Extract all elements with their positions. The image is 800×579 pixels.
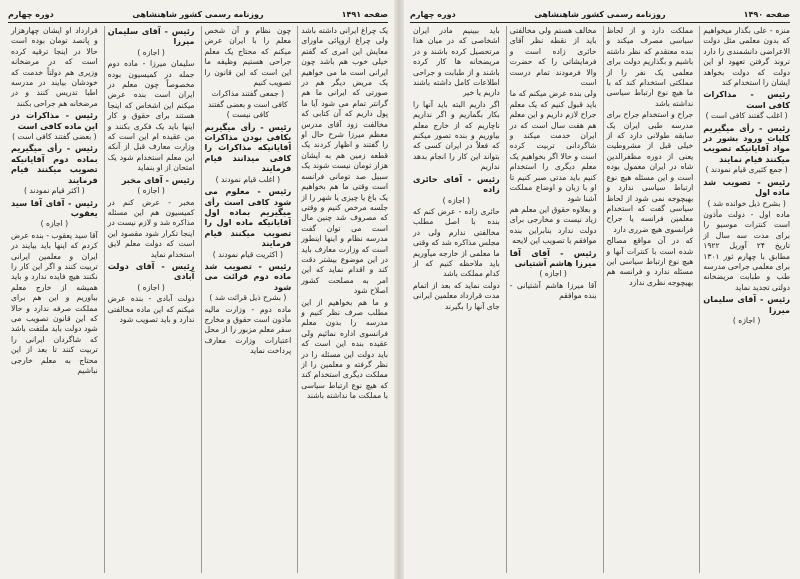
- body-paragraph: یک چراغ ایرانی داشته باشد ولی چراغ اروپائی ماورای معایش این امری که گفتم خیلی خوب هم باشد چون ایرانی است ما می خواهیم یک مریض دیگر هم در صورتی که ایرانی ما هم گرانتر تمام می شود آیا ما پول داریم که آن کتابی که مخالفت زود آقای مدرس معظم میرزا شرح حال او را گفتند و اظهار کردند یک قطعه زمین هم به ایشان هزار تومان نیست شوند یک سبیل صد تومانی فرانسه است وقتی ما هم بخواهیم یک باغ یا چیزی یا شهر را از جلسه مرخص کنیم و وقتی که مصروف شد چنین مال است می توان گفت مدرسه نظام و اینها اینطور است که وزارت معارف باید در این موضوع بیشتر دقت کند و اقدام نماید که این امر به مصلحت کشور اصلاح شود: [301, 26, 388, 296]
- text-column: [8, 26, 98, 573]
- body-paragraph: چون نظام و آن شخص معلم را با ایران عرض میکنم که محتاج یک معلم جراحی هستیم وظیفه ما این است که این قانون را تصویب کنیم: [204, 26, 292, 88]
- parenthetical-note: ( اغلب قیام نمودند ): [215, 174, 281, 184]
- newspaper-title: روزنامه رسمی کشور شاهنشاهی: [132, 10, 264, 19]
- parenthetical-note: ( اکثریت قیام نمودند ): [212, 249, 283, 259]
- speaker-paragraph: رئیس - تصویب شد ماده دوم قرائت می شود: [204, 260, 292, 292]
- body-paragraph: ولی بنده عرض میکنم که ما باید قبول کنیم که یک معلم جراح لازم داریم و این معلم هم هفت سال است که در ایران خدمت میکند و شاگردانی تربیت کرده است و حالا اگر بخواهیم یک معلم دیگری را استخدام کنیم باید مدتی صبر کنیم تا او با زبان و اوضاع مملکت آشنا شود: [509, 89, 597, 203]
- speaker-paragraph: رئیس - رأی میگیریم بکافی بودن مذاکرات آقایانیکه مذاکرات را کافی میدانند قیام فرمایند: [204, 121, 292, 174]
- text-column: [297, 26, 388, 573]
- parenthetical-note: ( اغلب گفتند کافی است ): [705, 111, 788, 121]
- parenthetical-note: ( اجازه ): [40, 219, 69, 229]
- page-header: [410, 8, 790, 23]
- parenthetical-note: ( اکثر قیام نمودند ): [24, 186, 85, 196]
- body-paragraph: و ما هم بخواهیم از این مطلب صرف نظر کنیم و مدرسه را بدون معلم فرانسوی اداره نمائیم ولی عقیده بنده این است که باید دولت این مسئله را در نظر گرفته و معلمین را از مملکت دیگری استخدام کند که هیچ نوع ارتباط سیاسی با مملکت ما نداشته باشند: [301, 297, 388, 401]
- text-columns: [8, 26, 388, 573]
- speaker-paragraph: رئیس - رأی میگیریم کلیات ورود بشور در مواد آقایانیکه تصویب میکنند قیام نمایند: [703, 122, 790, 164]
- body-paragraph: جراح و استخدام جراح برای مدرسه طبی ایران یک سابقه طولانی دارد که از خیلی قبل از مشروطیت یعنی از دوره مظفرالدین شاه در ایران معمول بوده است و این مسئله هیچ نوع ارتباط سیاسی ندارد و بهیچوجه نمی شود از لحاظ سیاسی گفت که استخدام معلمین فرانسه یا جراح فرانسوی هیچ ضرری دارد: [606, 110, 694, 234]
- parenthetical-note: ( اجازه ): [539, 269, 567, 279]
- parenthetical-note: ( اجازه ): [732, 315, 761, 325]
- body-paragraph: دولت آبادی - بنده عرض میکنم که این ماده مخالفتی ندارد و باید تصویب شود: [107, 294, 195, 324]
- speaker-paragraph: رئیس - آقای آقا سید یعقوب: [11, 197, 98, 218]
- body-paragraph: مخبر - عرض کنم در کمیسیون هم این مسئله مذاکره شد و لازم نیست در اینجا تکرار شود مقصود این است که دولت معلم لایق استخدام نماید: [107, 197, 195, 259]
- parenthetical-note: ( بشرح ذیل خوانده شد ): [707, 198, 786, 208]
- page-header: [8, 8, 388, 23]
- parenthetical-note: ( اجازه ): [137, 47, 165, 57]
- speaker-paragraph: رئیس - تصویب شد ماده اول: [703, 176, 790, 198]
- speaker-paragraph: رئیس - رأی میگیریم بماده دوم آقایانیکه تصویب میکنند قیام فرمایند: [11, 143, 98, 185]
- page-number: صفحه ۱۴۹۰: [743, 10, 790, 19]
- volume-label: دوره چهارم: [8, 10, 54, 19]
- body-paragraph: ماده اول - دولت مأذون است کنترات موسیو را برای مدت سه سال از تاریخ ۲۴ آوریل ۱۹۲۲ مطابق با چهارم ثور ۱۳۰۱ برای معلمی جراحی مدرسه طب و طبابت مریضخانه دولتی تجدید نماید: [703, 209, 790, 292]
- page-number: صفحه ۱۴۹۱: [341, 10, 388, 19]
- text-column: [603, 26, 694, 573]
- parenthetical-note: ( بعضی گفتند کافی است ): [12, 132, 97, 142]
- body-paragraph: باید ببینیم مادر ایران اشخاصی که در میان هذا مرتحصیل کرده باشند و در مریضخانه ها کار کرده باشند و از طبابت و جراحی اطلاعات کامل داشته باشند داریم یا خیر: [413, 26, 500, 98]
- text-columns: [410, 26, 790, 573]
- body-paragraph: و بعلاوه حقوق این معلم هم زیاد نیست و مخارجی برای دولت ندارد بنابراین بنده موافقم با تصویب این لایحه: [509, 204, 597, 246]
- newspaper-title: روزنامه رسمی کشور شاهنشاهی: [534, 10, 666, 19]
- body-paragraph: ماده دوم - وزارت مالیه مأذون است حقوق و مخارج سفر معلم مزبور را از محل اعتبارات وزارت معارف پرداخت نماید: [204, 304, 292, 356]
- speaker-paragraph: رئیس - معلوم می شود کافی است رأی میگیریم بماده اول آقایانیکه ماده اول را تصویب میکنند قیام فرمایند: [204, 186, 292, 249]
- parenthetical-note: ( اجازه ): [137, 282, 165, 292]
- body-paragraph: قرارداد او ایشان چهارهزار و پانصد تومان بوده است حالا در اینجا ترقیه کرده است که در مرضخانه وزیری هم دولتاً خدمت که خودشان بیایند در مدرسه اطبا تدریس کنند و در مرضخانه هم جراحی بکنند: [11, 26, 98, 108]
- speaker-paragraph: رئیس - آقای آقا میرزا هاشم آشتیانی: [509, 247, 597, 268]
- speaker-paragraph: رئیس - آقای مخبر: [121, 174, 195, 185]
- speaker-paragraph: رئیس - آقای حائری زاده: [413, 173, 500, 195]
- text-column: [104, 26, 195, 573]
- text-column: [699, 26, 790, 573]
- body-paragraph: اگر داریم البته باید آنها را بکار بگماریم و اگر نداریم ناچاریم که از خارج معلم بیاوریم و بنده تصور میکنم که فعلاً در ایران کسی که بتواند این کار را انجام بدهد نداریم: [413, 99, 500, 172]
- body-paragraph: آقا میرزا هاشم آشتیانی - بنده موافقم: [509, 280, 597, 301]
- text-column: [410, 26, 500, 573]
- speaker-paragraph: رئیس - آقای سلیمان میرزا: [107, 26, 195, 47]
- parenthetical-note: ( اجازه ): [442, 195, 471, 205]
- text-column: [201, 26, 292, 573]
- parenthetical-note: ( اجازه ): [137, 186, 165, 196]
- body-paragraph: مملکت دارد و از لحاظ سیاسی مصرف میکند و بنده معتقدم که نظر داشته باشیم و بگذاریم دولت برای معلمی یک نفر را از مملکتی استخدام کند که با ما هیچ نوع ارتباط سیاسی نداشته باشد: [606, 26, 694, 108]
- parenthetical-note: ( جمع کثیری قیام نمودند ): [705, 165, 788, 175]
- body-paragraph: سلیمان میرزا - ماده دوم جمله در کمیسیون بوده مخصوصاً چون معلم در ایران است بنده عرض میکنم این اشخاص که اینجا هستند برای حقوق و کار اینها باید یک فکری بکنند و من عقیده ام این است که وزارت معارف قبل از آنکه این معلم استخدام شود یک امتحان از او بنماید: [107, 59, 195, 173]
- parenthetical-note: ( بشرح ذیل قرائت شد ): [209, 293, 287, 303]
- page-gutter: [394, 0, 404, 579]
- volume-label: دوره چهارم: [410, 10, 456, 19]
- right-newspaper-page: [404, 0, 796, 579]
- body-paragraph: آقا سید یعقوب - بنده عرض کردم که اینها باید بیایند در ایران و معلمین ایرانی تربیت کنند و اگر این کار را نکنند هیچ فایده ندارد و باید همیشه از خارج معلم بیاوریم و این هم برای مملکت صرفه ندارد و حالا که این قانون تصویب می شود دولت باید ملتفت باشد که شاگردان ایرانی را تربیت کنند تا بعد از این محتاج به معلم خارجی نباشیم: [11, 230, 98, 375]
- body-paragraph: مخالف هستم ولی مخالفتی باید از نقطه نظر آقای حائری زاده است و فرمایشاتی را که حضرت والا فرمودند تمام درست است: [509, 26, 597, 88]
- body-paragraph: حائری زاده - عرض کنم که بنده با اصل مطلب مخالفتی ندارم ولی در مجلس مذاکره شد که وقتی ما معلمی از خارجه میآوریم باید ملاحظه کنیم که از کدام مملکت باشد: [413, 206, 500, 279]
- body-paragraph: که در آن مواقع مصالح شده است با کنترات آنها و هیچ نوع ارتباط سیاسی این مسئله ندارد و فرانسه هم بهیچوجه نظری ندارد: [606, 236, 694, 287]
- speaker-paragraph: رئیس - آقای دولت آبادی: [107, 260, 195, 282]
- body-paragraph: منزه - علی بگذار میخواهیم که بدون معلمی مثل دولت الاعراضی دانشمندی را دارد تروند گرفتن تعهود او این دولت که دولت بخواهد ایشان را استخدام کند: [703, 26, 790, 88]
- speaker-paragraph: رئیس - مذاکرات در این ماده کافی است: [11, 110, 98, 131]
- body-paragraph: دولت نماید که بعد از اتمام مدت قرارداد معلمین ایرانی جای آنها را بگیرند: [413, 280, 500, 311]
- speaker-paragraph: رئیس - آقای سلیمان میرزا: [703, 294, 790, 315]
- speaker-paragraph: رئیس - مذاکرات کافی است: [703, 89, 790, 110]
- parenthetical-note: ( جمعی گفتند مذاکرات کافی است و بعضی گفتند کافی نیست ): [207, 89, 288, 120]
- text-column: [506, 26, 597, 573]
- left-newspaper-page: [2, 0, 394, 579]
